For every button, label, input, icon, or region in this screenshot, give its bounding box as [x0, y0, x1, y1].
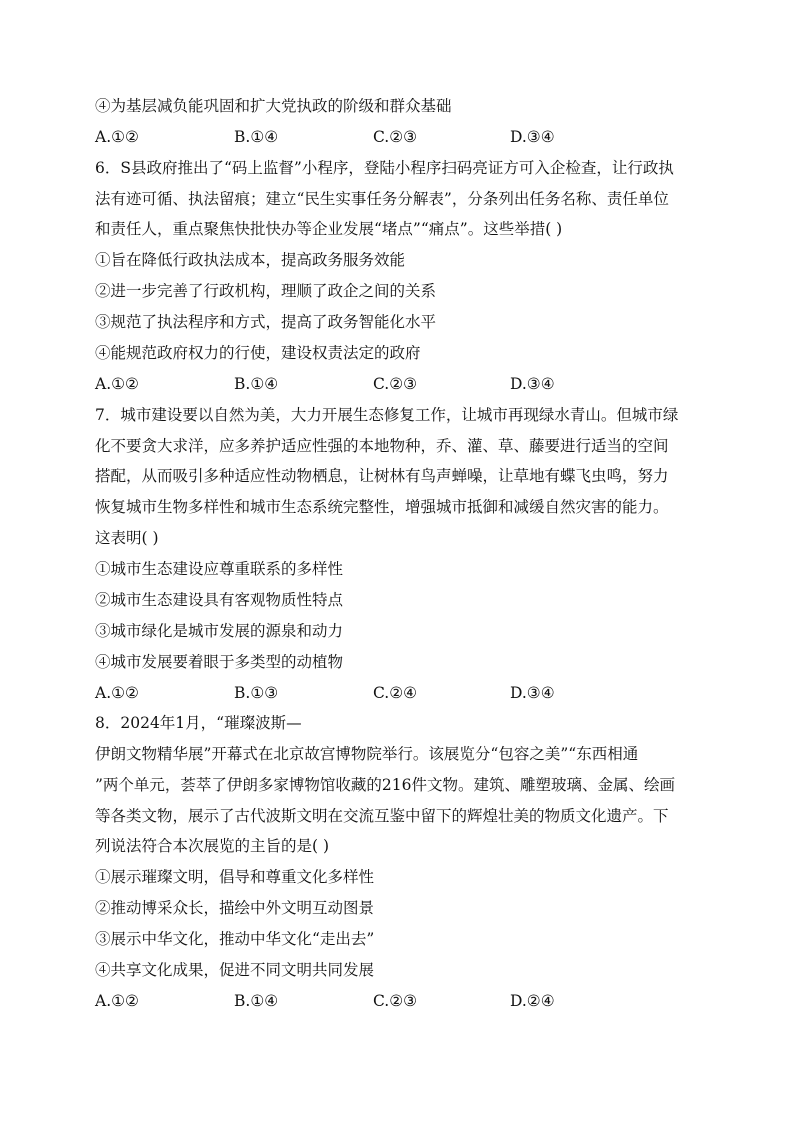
q5-option-a[interactable]: A.①②	[95, 128, 139, 146]
q7-item-3: ③城市绿化是城市发展的源泉和动力	[95, 622, 344, 640]
q6-stem-line-3: 和责任人，重点聚焦快批快办等企业发展“堵点”“痛点”。这些举措( )	[95, 220, 563, 238]
q7-stem-line-3: 搭配，从而吸引多种适应性动物栖息，让树林有鸟声蝉噪，让草地有蝶飞虫鸣，努力	[95, 467, 669, 485]
q7-stem-line-2: 化不要贪大求洋，应多养护适应性强的本地物种，乔、灌、草、藤要进行适当的空间	[95, 437, 669, 455]
q8-stem-line-4: 等各类文物，展示了古代波斯文明在交流互鉴中留下的辉煌壮美的物质文化遗产。下	[95, 807, 669, 825]
q8-item-1: ①展示璀璨文明，倡导和尊重文化多样性	[95, 868, 375, 886]
q7-option-c[interactable]: C.②④	[373, 684, 418, 702]
q6-options	[95, 374, 695, 394]
q5-option-d[interactable]: D.③④	[510, 128, 555, 146]
q8-option-d[interactable]: D.②④	[510, 992, 555, 1010]
q8-option-c[interactable]: C.②③	[373, 992, 418, 1010]
q5-options	[95, 127, 695, 147]
q8-option-b[interactable]: B.①④	[234, 992, 279, 1010]
q5-option-b[interactable]: B.①④	[234, 128, 279, 146]
q8-option-a[interactable]: A.①②	[95, 992, 139, 1010]
q8-stem-line-2: 伊朗文物精华展”开幕式在北京故宫博物院举行。该展览分“包容之美”“东西相通	[95, 745, 639, 763]
q7-item-4: ④城市发展要着眼于多类型的动植物	[95, 653, 344, 671]
q8-stem-line-1: 8．2024年1月，“璀璨波斯—	[95, 714, 302, 732]
q7-item-2: ②城市生态建设具有客观物质性特点	[95, 591, 344, 609]
q8-stem-line-5: 列说法符合本次展览的主旨的是( )	[95, 837, 330, 855]
q6-item-3: ③规范了执法程序和方式，提高了政务智能化水平	[95, 313, 437, 331]
q5-option-c[interactable]: C.②③	[373, 128, 418, 146]
q6-option-c[interactable]: C.②③	[373, 375, 418, 393]
q7-option-b[interactable]: B.①③	[234, 684, 279, 702]
q5-item-4: ④为基层减负能巩固和扩大党执政的阶级和群众基础	[95, 97, 452, 115]
q7-stem-line-1: 7．城市建设要以自然为美，大力开展生态修复工作，让城市再现绿水青山。但城市绿	[95, 406, 679, 424]
q8-options	[95, 991, 695, 1011]
q7-option-d[interactable]: D.③④	[510, 684, 555, 702]
q6-option-b[interactable]: B.①④	[234, 375, 279, 393]
q7-stem-line-5: 这表明( )	[95, 529, 159, 547]
q6-item-1: ①旨在降低行政执法成本，提高政务服务效能	[95, 251, 406, 269]
q7-option-a[interactable]: A.①②	[95, 684, 139, 702]
q6-item-2: ②进一步完善了行政机构，理顺了政企之间的关系	[95, 282, 437, 300]
q7-options	[95, 683, 695, 703]
q7-stem-line-4: 恢复城市生物多样性和城市生态系统完整性，增强城市抵御和减缓自然灾害的能力。	[95, 498, 669, 516]
q6-option-d[interactable]: D.③④	[510, 375, 555, 393]
q6-item-4: ④能规范政府权力的行使，建设权责法定的政府	[95, 344, 421, 362]
q6-stem-line-2: 法有迹可循、执法留痕；建立“民生实事任务分解表”，分条列出任务名称、责任单位	[95, 190, 669, 208]
q6-stem-line-1: 6．S县政府推出了“码上监督”小程序，登陆小程序扫码亮证方可入企检查，让行政执	[95, 159, 674, 177]
q7-item-1: ①城市生态建设应尊重联系的多样性	[95, 560, 344, 578]
q8-item-4: ④共享文化成果，促进不同文明共同发展	[95, 961, 375, 979]
q8-item-2: ②推动博采众长，描绘中外文明互动图景	[95, 899, 375, 917]
q8-stem-line-3: ”两个单元，荟萃了伊朗多家博物馆收藏的216件文物。建筑、雕塑玻璃、金属、绘画	[95, 776, 676, 794]
q6-option-a[interactable]: A.①②	[95, 375, 139, 393]
q8-item-3: ③展示中华文化，推动中华文化“走出去”	[95, 930, 375, 948]
